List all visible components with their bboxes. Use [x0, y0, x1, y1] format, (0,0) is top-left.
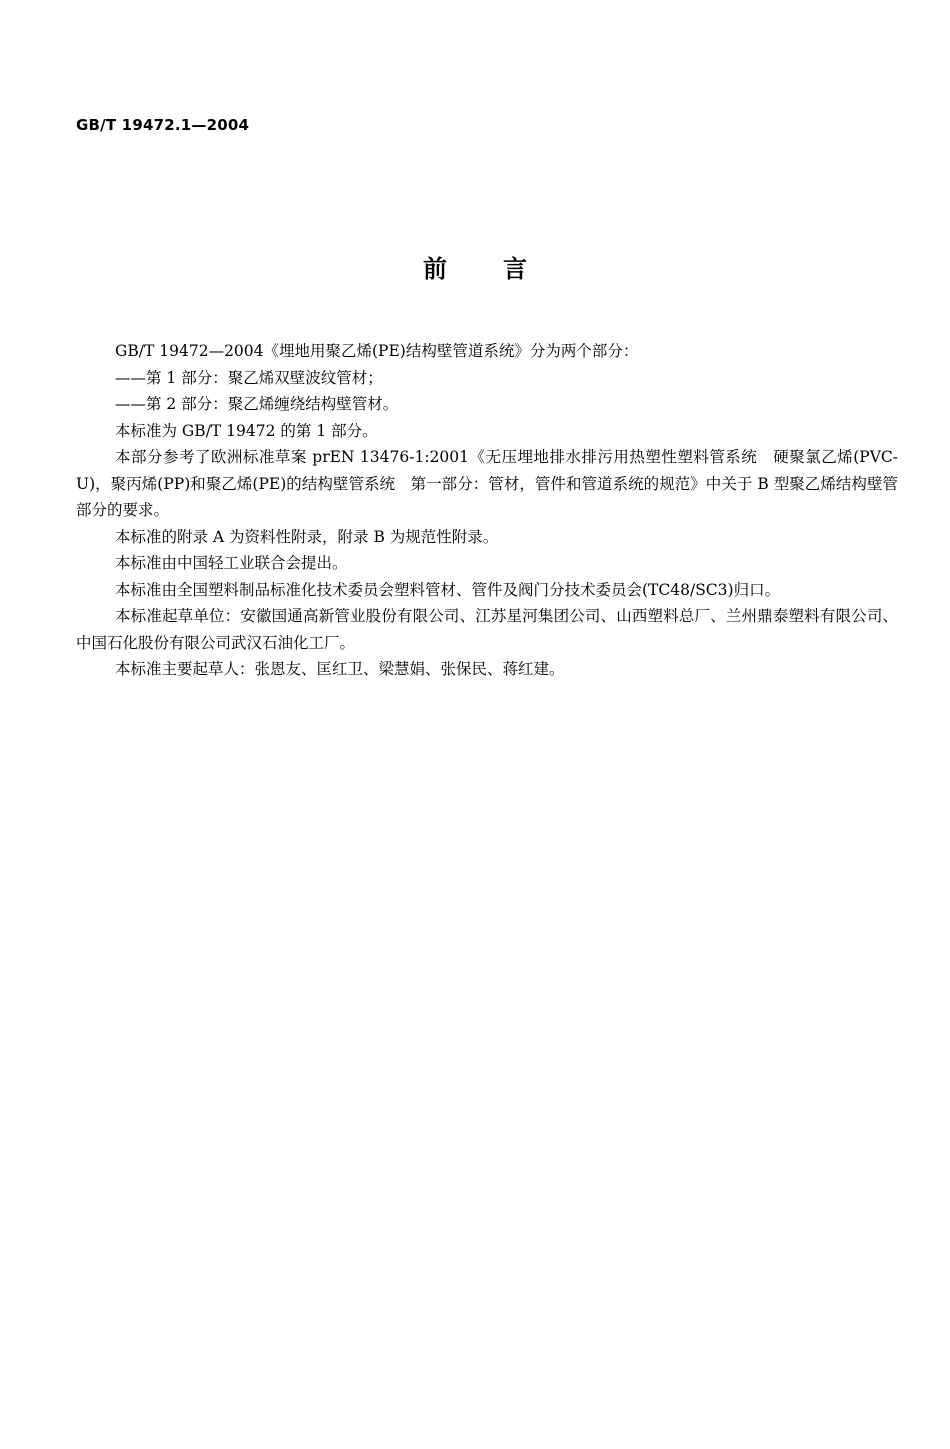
paragraph-part-2: ——第 2 部分：聚乙烯缠绕结构壁管材。	[115, 395, 399, 413]
standard-code: GB/T 19472.1—2004	[76, 116, 250, 134]
paragraph-proposed-by: 本标准由中国轻工业联合会提出。	[115, 554, 348, 572]
paragraph-this-part: 本标准为 GB/T 19472 的第 1 部分。	[115, 421, 378, 440]
paragraph-annexes: 本标准的附录 A 为资料性附录，附录 B 为规范性附录。	[115, 527, 499, 546]
foreword-body	[76, 338, 898, 683]
paragraph-administered-by: 本标准由全国塑料制品标准化技术委员会塑料管材、管件及阀门分技术委员会(TC48/SC3)归口。	[115, 580, 781, 599]
paragraph-drafters: 本标准主要起草人：张恩友、匡红卫、梁慧娟、张保民、蒋红建。	[115, 660, 565, 678]
paragraph-drafting-units: 本标准起草单位：安徽国通高新管业股份有限公司、江苏星河集团公司、山西塑料总厂、兰州鼎泰塑料有限公司、中国石化股份有限公司武汉石油化工厂。	[76, 607, 898, 652]
paragraph-series-intro: GB/T 19472—2004《埋地用聚乙烯(PE)结构壁管道系统》分为两个部分：	[115, 342, 639, 360]
paragraph-part-1: ——第 1 部分：聚乙烯双壁波纹管材；	[115, 368, 383, 387]
paragraph-reference: 本部分参考了欧洲标准草案 prEN 13476-1:2001《无压埋地排水排污用热塑性塑料管系统 硬聚氯乙烯(PVC-U)，聚丙烯(PP)和聚乙烯(PE)的结构壁管系统 第一部分：管材，管件和管道系统的规范》中关于 B 型聚乙烯结构壁管部分的要求。	[76, 448, 898, 519]
page-title: 前言	[423, 255, 583, 283]
